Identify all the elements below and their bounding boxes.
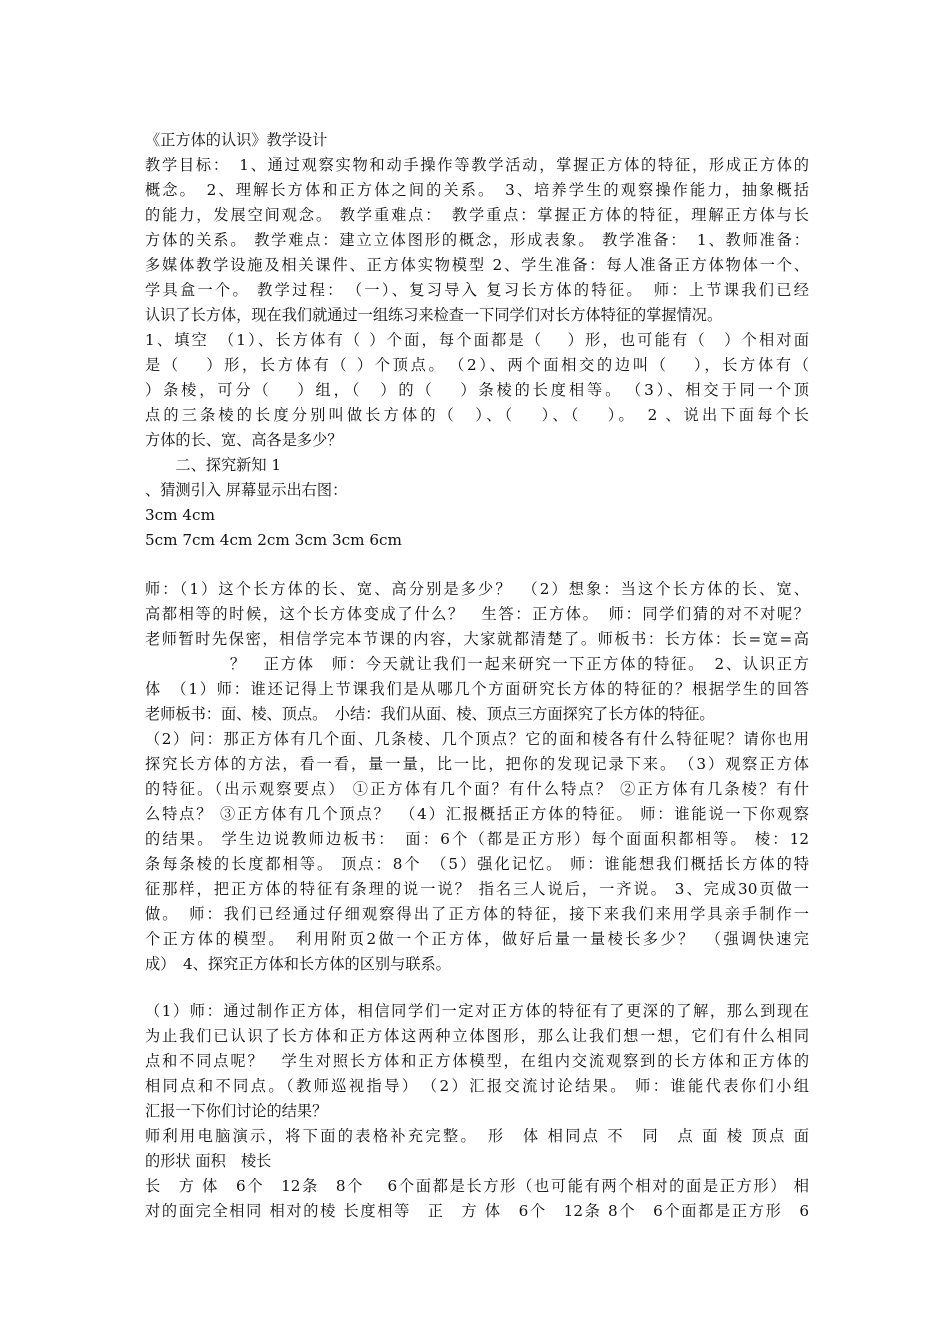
text-line: 方体的关系。 教学难点：建立立体图形的概念，形成表象。 教学准备： 1、教师准备： — [145, 231, 809, 249]
figure-labels-top: 3cm 4cm — [145, 506, 215, 524]
text-line: 的能力，发展空间观念。 教学重难点： 教学重点：掌握正方体的特征，理解正方体与长 — [145, 206, 809, 224]
document-title: 《正方体的认识》教学设计 — [145, 131, 328, 149]
text-line: 体 （1）师：谁还记得上节课我们是从哪几个方面研究长方体的特征的？根据学生的回答 — [145, 680, 809, 698]
text-line: 老师暂时先保密，相信学完本节课的内容，大家就都清楚了。师板书：长方体：长=宽=高 — [145, 630, 809, 648]
text-line: 教学目标： 1、通过观察实物和动手操作等教学活动，掌握正方体的特征，形成正方体的 — [145, 156, 809, 174]
text-line: （2）问：那正方体有几个面、几条棱、几个顶点？它的面和棱各有什么特征呢？请你也用 — [145, 730, 809, 748]
figure-labels-bottom: 5cm 7cm 4cm 2cm 3cm 3cm 6cm — [145, 531, 402, 549]
text-line: 成） 4、探究正方体和长方体的区别与联系。 — [145, 955, 451, 973]
text-line: 点的三条棱的长度分别叫做长方体的（ ）、（ ）、（ ）。 2 、说出下面每个长 — [145, 406, 809, 424]
text-line: 认识了长方体，现在我们就通过一组练习来检查一下同学们对长方体特征的掌握情况。 — [145, 306, 723, 324]
text-line: 条每条棱的长度都相等。 顶点：8个 （5）强化记忆。 师：谁能想我们概括长方体的特 — [145, 855, 809, 873]
text-line: 为止我们已认识了长方体和正方体这两种立体图形，那么让我们想一想，它们有什么相同 — [145, 1027, 809, 1045]
text-line: 多媒体教学设施及相关课件、正方体实物模型 2、学生准备：每人准备正方体物体一个、 — [145, 256, 809, 274]
text-line: ？ 正方体 师：今天就让我们一起来研究一下正方体的特征。 2、认识正方 — [145, 655, 809, 673]
text-line: 的形状 面积 棱长 — [145, 1152, 272, 1170]
text-line: ）条棱，可分（ ）组，（ ）的（ ）条棱的长度相等。 （3）、相交于同一个顶 — [145, 381, 809, 399]
text-line: 高都相等的时候，这个长方体变成了什么？ 生答：正方体。 师：同学们猜的对不对呢？ — [145, 605, 809, 623]
text-line: 学具盒一个。 教学过程： （一）、复习导入 复习长方体的特征。 师：上节课我们已经 — [145, 281, 809, 299]
text-line: 、猜测引入 屏幕显示出右图： — [145, 481, 348, 499]
text-line: 征那样，把正方体的特征有条理的说一说？ 指名三人说后，一齐说。 3、完成30页做一 — [145, 880, 809, 898]
text-line: 师利用电脑演示，将下面的表格补充完整。 形 体 相同点 不 同 点 面 棱 顶点 面 — [145, 1127, 809, 1145]
text-line: 的特征。（出示观察要点） ①正方体有几个面？有什么特点？ ②正方体有几条棱？有什 — [145, 780, 809, 798]
text-line: 是（ ）形，长方体有（ ）个顶点。 （2）、两个面相交的边叫（ ），长方体有（ — [145, 356, 809, 374]
table-row-text: 长 方 体 6个 12条 8个 6个面都是长方形（也可能有两个相对的面是正方形） 相 — [145, 1177, 809, 1195]
text-line: 汇报一下你们讨论的结果？ — [145, 1102, 328, 1120]
text-line: 探究长方体的方法，看一看，量一量，比一比，把你的发现记录下来。 （3）观察正方体 — [145, 755, 809, 773]
text-line: 的结果。 学生边说教师边板书： 面：6个（都是正方形）每个面面积都相等。 棱：12 — [145, 830, 809, 848]
text-line: 1、填空 （1）、长方体有（ ）个面，每个面都是（ ）形，也可能有（ ）个相对面 — [145, 331, 809, 349]
section-heading: 二、探究新知 1 — [145, 456, 281, 474]
text-line: 方体的长、宽、高各是多少？ — [145, 431, 343, 449]
text-line: 点和不同点呢？ 学生对照长方体和正方体模型，在组内交流观察到的长方体和正方体的 — [145, 1052, 809, 1070]
text-line: 老师板书：面、棱、顶点。 小结：我们从面、棱、顶点三方面探究了长方体的特征。 — [145, 705, 715, 723]
text-line: 相同点和不同点。（教师巡视指导） （2）汇报交流讨论结果。 师：谁能代表你们小组 — [145, 1077, 809, 1095]
text-line: 个正方体的模型。 利用附页2做一个正方体，做好后量一量棱长多少？ （强调快速完 — [145, 930, 809, 948]
text-line: （1）师：通过制作正方体，相信同学们一定对正方体的特征有了更深的了解，那么到现在 — [145, 1002, 809, 1020]
text-line: 师：（1）这个长方体的长、宽、高分别是多少？ （2）想象：当这个长方体的长、宽、 — [145, 580, 809, 598]
text-line: 概念。 2、理解长方体和正方体之间的关系。 3、培养学生的观察操作能力，抽象概括 — [145, 181, 809, 199]
table-row-text: 对的面完全相同 相对的棱 长度相等 正 方 体 6个 12条 8个 6个面都是正方形 6 — [145, 1202, 809, 1220]
text-line: 么特点？ ③正方体有几个顶点？ （4）汇报概括正方体的特征。 师：谁能说一下你观察 — [145, 805, 809, 823]
text-line: 做。 师：我们已经通过仔细观察得出了正方体的特征，接下来我们来用学具亲手制作一 — [145, 905, 809, 923]
